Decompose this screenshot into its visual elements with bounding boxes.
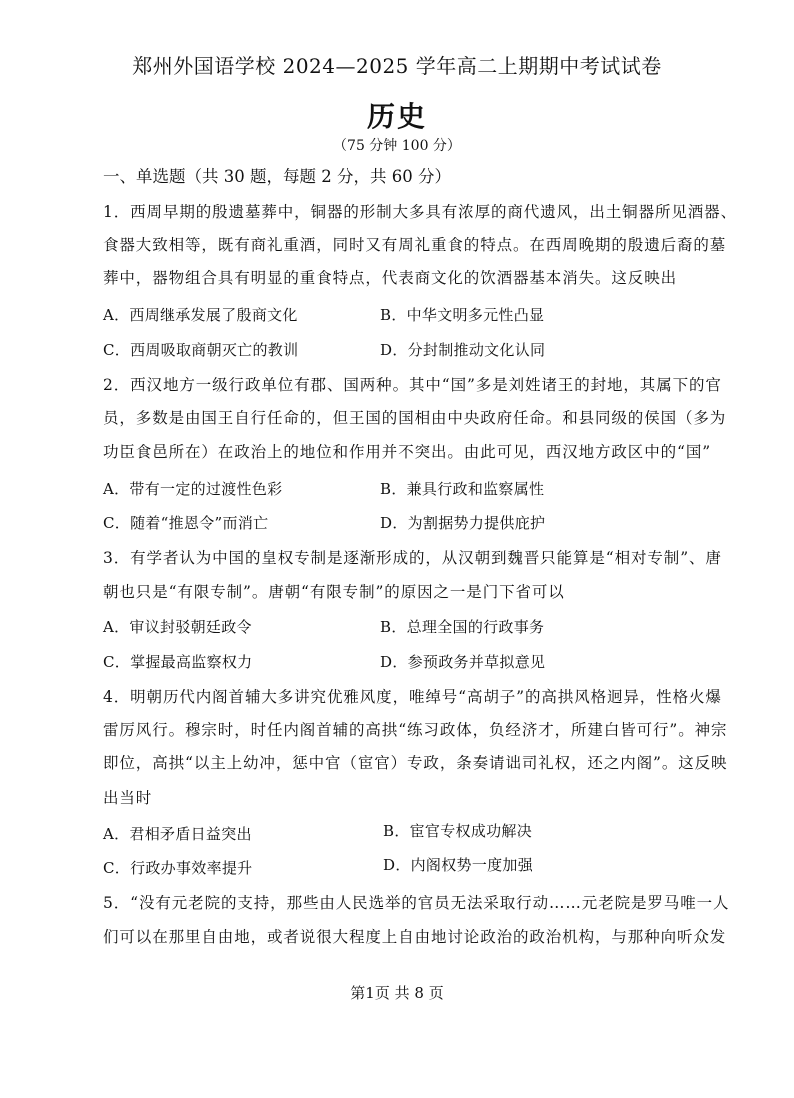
exam-title: 郑州外国语学校 2024—2025 学年高二上期期中考试试卷 <box>132 54 662 78</box>
section-heading: 一、单选题（共 30 题，每题 2 分，共 60 分） <box>103 167 451 186</box>
subject-title: 历史 <box>366 100 427 133</box>
option-a: A．西周继承发展了殷商文化 <box>103 306 298 324</box>
question-stem-line: 功臣食邑所在）在政治上的地位和作用并不突出。由此可见，西汉地方政区中的“国” <box>103 443 712 461</box>
page-indicator: 第1页 共 8 页 <box>350 984 444 1002</box>
question-stem-line: 出当时 <box>103 789 153 807</box>
question-stem-line: 3．有学者认为中国的皇权专制是逐渐形成的，从汉朝到魏晋只能算是“相对专制”、唐 <box>103 549 722 567</box>
option-b: B．中华文明多元性凸显 <box>380 306 545 324</box>
question-stem-line: 1．西周早期的殷遗墓葬中，铜器的形制大多具有浓厚的商代遗风，出土铜器所见酒器、 <box>103 203 737 221</box>
option-c: C．行政办事效率提升 <box>103 859 253 877</box>
question-stem-line: 4．明朝历代内阁首辅大多讲究优雅风度，唯绰号“高胡子”的高拱风格迥异，性格火爆 <box>103 688 722 706</box>
question-stem-line: 食器大致相等，既有商礼重酒，同时又有周礼重食的特点。在西周晚期的殷遗后裔的墓 <box>103 236 727 254</box>
option-a: A．审议封驳朝廷政令 <box>103 618 252 636</box>
option-c: C．掌握最高监察权力 <box>103 653 253 671</box>
question-stem-line: 员，多数是由国王自行任命的，但王国的国相由中央政府任命。和县同级的侯国（多为 <box>103 409 727 427</box>
question-stem-line: 即位，高拱“以主上幼冲，惩中官（宦官）专政，条奏请诎司礼权，还之内阁”。这反映 <box>103 754 728 772</box>
question-stem-line: 雷厉风行。穆宗时，时任内阁首辅的高拱“练习政体，负经济才，所建白皆可行”。神宗 <box>103 721 728 739</box>
option-b: B．兼具行政和监察属性 <box>380 480 545 498</box>
question-stem-line: 们可以在那里自由地，或者说很大程度上自由地讨论政治的政治机构，与那种向听众发 <box>103 928 727 946</box>
option-d: D．分封制推动文化认同 <box>380 341 546 359</box>
option-d: D．为割据势力提供庇护 <box>380 514 546 532</box>
option-b: B．宦官专权成功解决 <box>383 822 533 840</box>
question-stem-line: 2．西汉地方一级行政单位有郡、国两种。其中“国”多是刘姓诸王的封地，其属下的官 <box>103 376 722 394</box>
option-b: B．总理全国的行政事务 <box>380 618 545 636</box>
option-c: C．西周吸取商朝灭亡的教训 <box>103 341 299 359</box>
option-a: A．带有一定的过渡性色彩 <box>103 480 283 498</box>
question-stem-line: 朝也只是“有限专制”。唐朝“有限专制”的原因之一是门下省可以 <box>103 583 565 601</box>
option-d: D．内阁权势一度加强 <box>383 856 534 874</box>
exam-duration: （75 分钟 100 分） <box>333 138 461 154</box>
option-a: A．君相矛盾日益突出 <box>103 825 252 843</box>
question-stem-line: 葬中，器物组合具有明显的重食特点，代表商文化的饮酒器基本消失。这反映出 <box>103 269 678 287</box>
option-d: D．参预政务并草拟意见 <box>380 653 546 671</box>
option-c: C．随着“推恩令”而消亡 <box>103 514 269 532</box>
question-stem-line: 5．“没有元老院的支持，那些由人民选举的官员无法采取行动……元老院是罗马唯一人 <box>103 894 730 912</box>
